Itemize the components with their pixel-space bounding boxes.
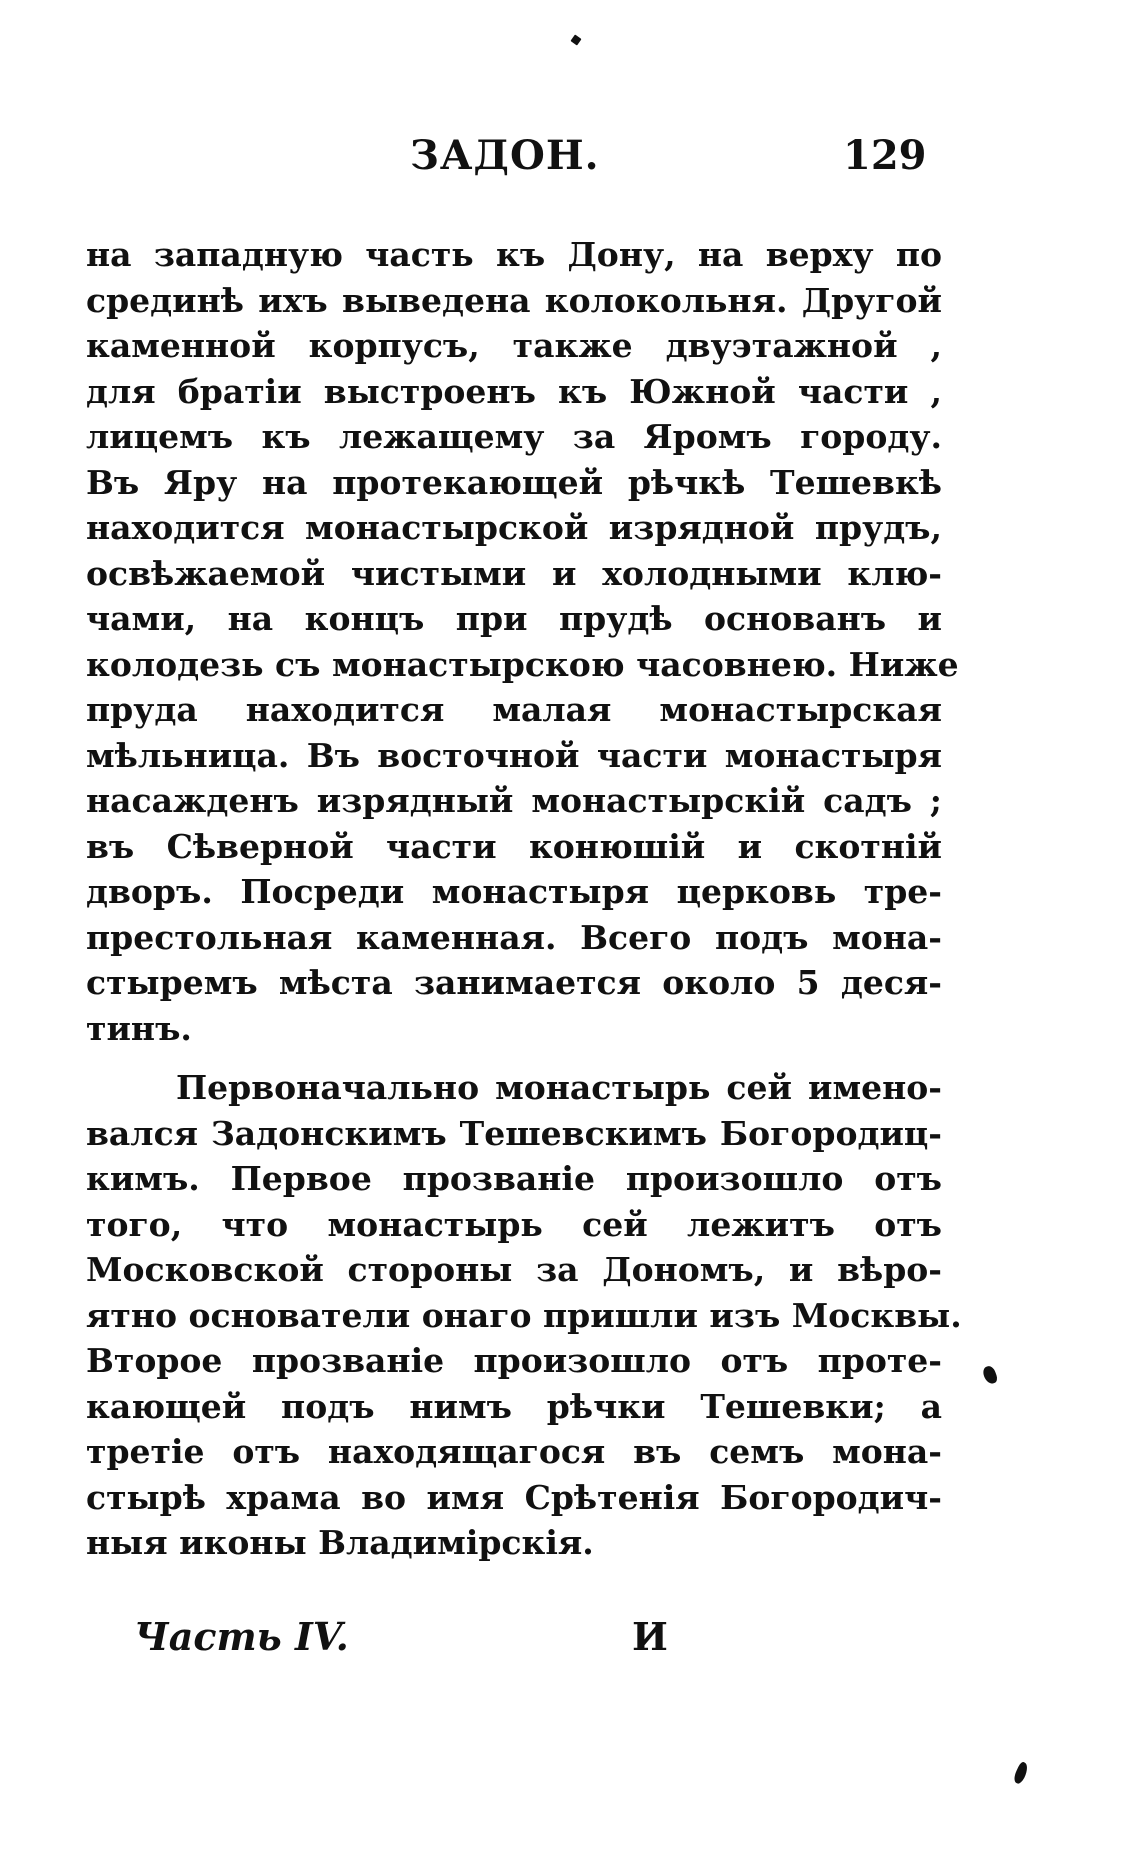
- text-line: на западную часть къ Дону, на верху по: [86, 235, 942, 274]
- text-line: въ Сѣверной части конюшій и скотній: [86, 826, 942, 866]
- paragraph-gap: [86, 1051, 942, 1065]
- text-line: кающей подъ нимъ рѣчки Тешевки; а: [86, 1386, 942, 1426]
- text-line: престольная каменная. Всего подъ мона-: [86, 917, 942, 957]
- text-line: освѣжаемой чистыми и холодными клю-: [86, 553, 942, 593]
- text-line: Въ Яру на протекающей рѣчкѣ Тешевкѣ: [86, 462, 942, 502]
- ink-blot-mark: [981, 1364, 998, 1385]
- text-line: пруда находится малая монастырская: [86, 690, 942, 729]
- text-line: кимъ. Первое прозваніе произошло отъ: [86, 1159, 942, 1198]
- text-line: Московской стороны за Дономъ, и вѣро-: [86, 1250, 942, 1289]
- text-line: Второе прозваніе произошло отъ проте-: [86, 1341, 942, 1380]
- text-line: находится монастырской изрядной прудъ,: [86, 508, 942, 547]
- text-line: насажденъ изрядный монастырскій садъ ;: [86, 781, 942, 820]
- text-line: лицемъ къ лежащему за Яромъ городу.: [86, 417, 942, 456]
- text-line: ятно основатели онаго пришли изъ Москвы.: [86, 1295, 962, 1335]
- ink-speck-mark: [570, 34, 581, 45]
- body-text: [86, 232, 962, 1566]
- text-line: вался Задонскимъ Тешевскимъ Богородиц-: [86, 1113, 942, 1153]
- text-line: тинъ.: [86, 1008, 192, 1048]
- text-line: для братіи выстроенъ къ Южной части ,: [86, 371, 942, 411]
- text-line: дворъ. Посреди монастыря церковь тре-: [86, 872, 942, 911]
- ink-speck-mark: [1012, 1761, 1030, 1785]
- text-line: стырѣ храма во имя Срѣтенія Богородич-: [86, 1477, 942, 1517]
- text-line: того, что монастырь сей лежитъ отъ: [86, 1204, 942, 1244]
- text-line: ныя иконы Владимірскія.: [86, 1523, 594, 1562]
- text-line: каменной корпусъ, также двуэтажной ,: [86, 326, 942, 365]
- footer-signature: Часть IV.: [134, 1614, 349, 1659]
- text-line: чами, на концъ при прудѣ основанъ и: [86, 599, 942, 638]
- page-header: [0, 132, 1140, 192]
- page-footer: [0, 1614, 1140, 1674]
- text-line: третіе отъ находящагося въ семъ мона-: [86, 1432, 942, 1471]
- page-number: 129: [843, 132, 927, 179]
- running-head: ЗАДОН.: [410, 132, 600, 179]
- text-line: Первоначально монастырь сей имено-: [176, 1068, 942, 1107]
- text-line: стыремъ мѣста занимается около 5 деся-: [86, 963, 942, 1002]
- text-line: срединѣ ихъ выведена колокольня. Другой: [86, 280, 942, 320]
- text-line: мѣльница. Въ восточной части монастыря: [86, 735, 942, 775]
- footer-signature-letter: И: [632, 1614, 668, 1659]
- text-line: колодезь съ монастырскою часовнею. Ниже: [86, 644, 959, 684]
